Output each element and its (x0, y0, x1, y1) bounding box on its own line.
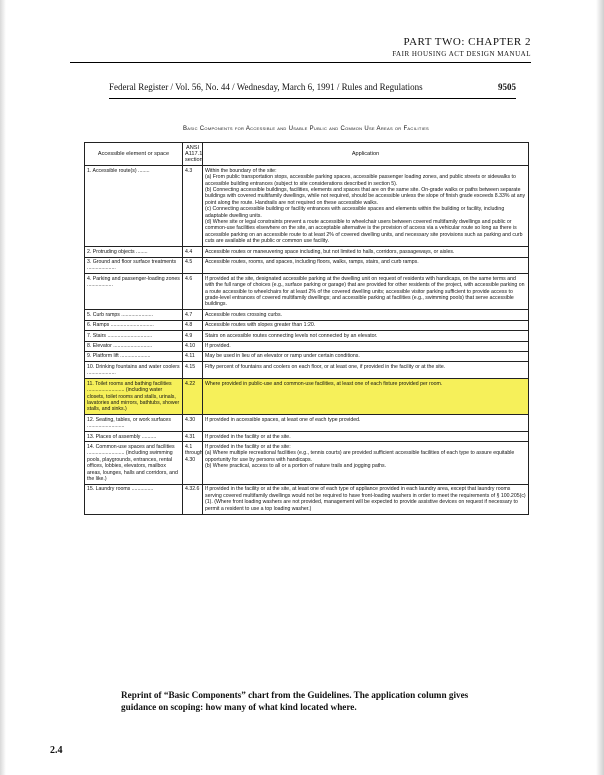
section-cell: 4.9 (183, 331, 203, 341)
application-cell (203, 257, 529, 274)
table-row (85, 274, 529, 310)
part-title: PART TWO: CHAPTER 2 (403, 36, 531, 48)
application-cell (203, 484, 529, 514)
application-cell (203, 341, 529, 351)
table-row (85, 331, 529, 341)
application-cell (203, 362, 529, 379)
element-cell: 2. Protruding objects ........ (85, 247, 183, 257)
element-cell: 7. Stairs ............................... (85, 331, 183, 341)
element-cell: 15. Laundry rooms ............... (85, 484, 183, 514)
element-cell: 6. Ramps .............................. (85, 320, 183, 330)
header-rule (70, 62, 531, 63)
section-cell: 4.11 (183, 351, 203, 361)
section-cell: 4.31 (183, 432, 203, 442)
section-cell: 4.3 (183, 166, 203, 247)
element-cell: 10. Drinking fountains and water coolers .................... (85, 362, 183, 379)
element-cell: 9. Platform lift ..................... (85, 351, 183, 361)
table-row (85, 351, 529, 361)
application-text: If provided in the facility or at the site, at least one of each type of appliance provided in each laundry area, except that laundry rooms serving covered multifamily dwellings would not be required to have front-loading washers in order to meet the requirements of § 100.205(c)(1). (Where front loading washers are not provided, management will be expected to provide assistive devices on request if necessary to permit a resident to use a top loading washer.) (205, 486, 526, 512)
element-cell: 11. Toilet rooms and bathing facilities .......................... (including water closets, toilet rooms and stalls, urinals, lavatories and mirrors, bathtubs, shower stalls, and sinks.) (85, 379, 183, 415)
section-cell: 4.32.6 (183, 484, 203, 514)
section-cell: 4.4 (183, 247, 203, 257)
federal-register-page: 9505 (498, 82, 516, 92)
application-text: Within the boundary of the site: (205, 167, 277, 174)
column-header-application: Application (203, 143, 529, 166)
element-cell: 12. Seating, tables, or work surfaces .......................... (85, 415, 183, 432)
section-cell: 4.10 (183, 341, 203, 351)
element-cell: 5. Curb ramps ...................... (85, 310, 183, 320)
table-row (85, 257, 529, 274)
column-header-element: Accessible element or space (85, 143, 183, 166)
element-cell: 4. Parking and passenger-loading zones .................. (85, 274, 183, 310)
application-cell (203, 247, 529, 257)
table-row (85, 247, 529, 257)
table-row (85, 320, 529, 330)
element-cell: 14. Common-use spaces and facilities .......................... (including swimming pools, playgrounds, entrances, rental offices, lobbies, elevators, mailbox areas, lounges, halls and corridors, and the like.) (85, 442, 183, 484)
application-text: Fifty percent of fountains and coolers on each floor, or at least one, if provided in the facility or at the site. (205, 363, 446, 370)
section-cell: 4.15 (183, 362, 203, 379)
basic-components-table (84, 142, 529, 515)
element-cell: 3. Ground and floor surface treatments .................... (85, 257, 183, 274)
element-cell: 1. Accessible route(s) ........ (85, 166, 183, 247)
application-text: (b) Where practical, access to all or a portion of nature trails and jogging paths. (205, 463, 387, 470)
table-row (85, 484, 529, 514)
page-shadow-left (0, 0, 6, 775)
page-number: 2.4 (50, 745, 63, 756)
application-text: (a) From public transportation stops, accessible parking spaces, accessible passenger loading zones, and public streets or sidewalks to accessible building entrances (subject to site considerations described in section 5). (205, 174, 516, 187)
table-row (85, 432, 529, 442)
application-text: Accessible routes or maneuvering space including, but not limited to halls, corridors, passageways, or aisles. (205, 248, 455, 255)
federal-register-citation: Federal Register / Vol. 56, No. 44 / Wednesday, March 6, 1991 / Rules and Regulations (109, 82, 423, 92)
element-cell: 8. Elevator ........................... (85, 341, 183, 351)
section-cell: 4.7 (183, 310, 203, 320)
application-cell (203, 351, 529, 361)
table-header-row (85, 143, 529, 166)
application-text: If provided. (205, 343, 231, 350)
application-text: (a) Where multiple recreational facilities (e.g., tennis courts) are provided sufficient accessible facilities of each type to assure equitable opportunity for use by persons with handicaps. (205, 450, 515, 463)
section-cell: 4.6 (183, 274, 203, 310)
application-text: Accessible routes with slopes greater than 1:20. (205, 322, 316, 329)
table-row (85, 379, 529, 415)
application-text: Where provided in public-use and common-use facilities, at least one of each fixture provided per room. (205, 380, 443, 387)
table-row (85, 362, 529, 379)
application-text: If provided at the site, designated accessible parking at the dwelling unit on request of residents with handicaps, on the same terms and with the full range of choices (e.g., surface parking or garage) that are provided for other residents of the project, with accessible parking on a route accessible to wheelchairs for at least 2% of the covered dwelling units; accessible visitor parking sufficient to provide access to grade-level entrances of covered multifamily dwellings; and accessible parking at facilities (e.g., swimming pools) that serve accessible buildings. (205, 275, 525, 308)
application-text: If provided in accessible spaces, at least one of each type provided. (205, 416, 361, 423)
application-cell (203, 432, 529, 442)
application-text: Stairs on accessible routes connecting levels not connected by an elevator. (205, 332, 378, 339)
application-cell (203, 320, 529, 330)
table-row (85, 341, 529, 351)
federal-register-line (109, 82, 516, 92)
section-cell: 4.5 (183, 257, 203, 274)
table-row (85, 310, 529, 320)
application-text: If provided in the facility or at the site: (205, 443, 291, 450)
chapter-header (392, 36, 531, 58)
table-row (85, 442, 529, 484)
column-header-section: ANSI A117.1 section (183, 143, 203, 166)
table-title: Basic Components for Accessible and Usable Public and Common Use Areas or Facilities (182, 126, 430, 132)
table-row (85, 415, 529, 432)
page-shadow-right (596, 0, 604, 775)
federal-register-rule (109, 98, 516, 99)
application-text: (d) Where site or legal constraints prevent a route accessible to wheelchair users between covered multifamily dwellings and public or common-use facilities elsewhere on the site, an acceptable alternative is the provision of access via a vehicular route so long as there is accessible parking on an accessible route to at least 2% of covered dwelling units, and necessary site provisions such as parking and curb cuts are available at the public or common use facility. (205, 218, 523, 245)
application-text: If provided in the facility or at the site. (205, 433, 291, 440)
application-cell (203, 166, 529, 247)
section-cell: 4.22 (183, 379, 203, 415)
table-body (85, 166, 529, 514)
section-cell: 4.30 (183, 415, 203, 432)
section-cell: 4.8 (183, 320, 203, 330)
application-cell (203, 310, 529, 320)
application-text: May be used in lieu of an elevator or ramp under certain conditions. (205, 353, 360, 360)
application-text: (c) Connecting accessible building or facility entrances with accessible spaces and elements within the building or facility, including adaptable dwelling units. (205, 206, 505, 219)
application-cell (203, 274, 529, 310)
element-cell: 13. Places of assembly .......... (85, 432, 183, 442)
application-text: Accessible routes, rooms, and spaces, including floors, walks, ramps, stairs, and curb ramps. (205, 259, 419, 265)
application-text: (b) Connecting accessible buildings, facilities, elements and spaces that are on the same site. On-grade walks or paths between separate buildings with covered multifamily dwellings, while not required, should be accessible unless the slope of finish grade exceeds 8.33% at any point along the route. Handrails are not required on these accessible walks. (205, 186, 526, 206)
section-cell: 4.1 through 4.30 (183, 442, 203, 484)
table-row (85, 166, 529, 247)
application-cell (203, 415, 529, 432)
manual-title: FAIR HOUSING ACT DESIGN MANUAL (392, 50, 531, 58)
application-cell (203, 442, 529, 484)
figure-caption: Reprint of “Basic Components” chart from the Guidelines. The application column gives guidance on scoping: how many of what kind located where. (121, 690, 469, 712)
application-cell (203, 331, 529, 341)
application-text: Accessible routes crossing curbs. (205, 311, 282, 318)
application-cell (203, 379, 529, 415)
